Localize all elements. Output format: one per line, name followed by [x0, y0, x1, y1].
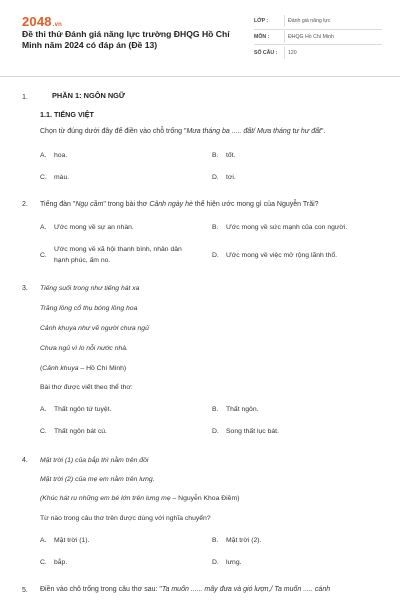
q2-text-b: " trong bài thơ: [103, 201, 150, 208]
header-divider: [0, 76, 400, 77]
option-text: tơi.: [226, 174, 236, 181]
q1-option-d[interactable]: [212, 172, 366, 183]
option-letter: B.: [212, 152, 219, 159]
q3-option-c[interactable]: [40, 426, 194, 437]
source-author: – Nguyễn Khoa Điềm): [170, 495, 240, 502]
option-letter: A.: [40, 224, 47, 231]
q3-option-d[interactable]: [212, 426, 366, 437]
poem-line: Trăng lồng cổ thụ bóng lồng hoa: [40, 305, 138, 312]
q2-text-a: Tiếng đàn ": [40, 201, 76, 208]
option-text: Ước mong về việc mở rộng lãnh thổ.: [226, 252, 338, 259]
q1-option-b[interactable]: [212, 150, 366, 161]
option-text: tốt.: [226, 152, 236, 159]
meta-divider: [284, 47, 285, 59]
option-letter: C.: [40, 559, 47, 566]
option-text: Thất ngôn bát cú.: [54, 428, 107, 435]
option-text: Mặt trời (1).: [54, 537, 90, 544]
option-letter: A.: [40, 152, 47, 159]
section-title: 1.1. TIẾNG VIỆT: [40, 110, 94, 119]
question-3-number: 3.: [22, 285, 28, 292]
q2-option-b[interactable]: [212, 222, 396, 233]
q2-text-italic-1: Ngụ cầm: [75, 201, 104, 208]
option-letter: B.: [212, 406, 219, 413]
logo-suffix: .vn: [52, 22, 63, 28]
question-2-number: 2.: [22, 201, 28, 208]
option-text: bắp.: [54, 559, 68, 566]
option-letter: A.: [40, 537, 47, 544]
q2-option-a[interactable]: [40, 222, 194, 233]
question-4-text: Từ nào trong câu thơ trên được dùng với nghĩa chuyển?: [40, 515, 211, 522]
option-letter: C.: [40, 174, 47, 181]
option-text: lưng.: [226, 559, 242, 566]
part-title: PHẦN 1: NGÔN NGỮ: [52, 91, 126, 100]
source-title: (Khúc hát ru những em bé lớn trên lưng mẹ: [40, 495, 171, 502]
question-2-text: [40, 200, 385, 210]
q5-text-italic: Ta muốn ...... mây đưa và gió lượn,/ Ta muốn ..... cánh: [161, 586, 331, 593]
q3-option-a[interactable]: [40, 404, 194, 415]
q2-option-c[interactable]: [40, 244, 189, 266]
option-letter: B.: [212, 224, 219, 231]
option-text: Thất ngôn tứ tuyệt.: [54, 406, 112, 413]
source-author: – Hồ Chí Minh): [78, 365, 127, 372]
question-3-text: Bài thơ được viết theo thể thơ:: [40, 384, 133, 391]
logo-main: 2048: [22, 14, 52, 29]
poem-line: Cảnh khuya như vẽ người chưa ngủ: [40, 325, 149, 332]
option-letter: D.: [212, 252, 219, 259]
q1-text-a: Chọn từ đúng dưới đây để điền vào chỗ trống ": [40, 128, 187, 135]
question-4-number: 4.: [22, 457, 28, 464]
meta-label: MÔN :: [254, 33, 270, 40]
document-header: [0, 0, 400, 80]
option-letter: D.: [212, 174, 219, 181]
q1-option-a[interactable]: [40, 150, 194, 161]
option-letter: D.: [212, 559, 219, 566]
option-text: Ước mong về sức mạnh của con người.: [226, 224, 348, 231]
meta-label: SỐ CÂU :: [254, 49, 278, 56]
meta-box: [254, 14, 382, 61]
q1-text-italic: Mưa tháng ba ..... đất/ Mưa tháng tư hư đất: [186, 128, 321, 135]
option-text: Thất ngôn.: [226, 406, 259, 413]
q4-option-d[interactable]: [212, 557, 366, 568]
option-letter: A.: [40, 406, 47, 413]
q2-text-c: thể hiện ước mong gì của Nguyễn Trãi?: [192, 201, 319, 208]
option-text: hoa.: [54, 152, 68, 159]
q1-text-b: ".: [320, 128, 326, 135]
meta-row-count: [254, 45, 382, 61]
poem-source: [40, 365, 126, 372]
poem-line: Mặt trời (2) của mẹ em nằm trên lưng.: [40, 476, 155, 483]
q4-option-b[interactable]: [212, 535, 366, 546]
meta-value: ĐHQG Hồ Chí Minh: [288, 33, 334, 40]
option-letter: D.: [212, 428, 219, 435]
poem-line: Tiếng suối trong như tiếng hát xa: [40, 285, 140, 292]
meta-value: 120: [288, 49, 297, 56]
source-open: (: [40, 365, 43, 372]
meta-value: Đánh giá năng lực: [288, 18, 331, 25]
option-letter: C.: [40, 428, 47, 435]
q3-option-b[interactable]: [212, 404, 366, 415]
poem-source: [40, 495, 239, 502]
q4-option-c[interactable]: [40, 557, 194, 568]
option-letter: B.: [212, 537, 219, 544]
site-logo[interactable]: [22, 14, 62, 29]
q2-option-d[interactable]: [212, 250, 396, 261]
meta-divider: [284, 31, 285, 43]
meta-row-class: [254, 14, 382, 30]
option-text: màu.: [54, 174, 70, 181]
q5-text-a: Điền vào chỗ trống trong câu thơ sau: ": [40, 586, 162, 593]
question-1-text: [40, 127, 380, 137]
question-5-number: 5.: [22, 587, 28, 594]
meta-row-subject: [254, 30, 382, 46]
meta-divider: [284, 15, 285, 27]
document-title: Đề thi thử Đánh giá năng lực trường ĐHQG Hồ Chí Minh năm 2024 có đáp án (Đề 13): [22, 29, 230, 50]
q2-text-italic-2: Cảnh ngày hè: [149, 201, 193, 208]
option-text: Song thất lục bát.: [226, 428, 279, 435]
question-5-text: [40, 585, 390, 595]
source-title: Cảnh khuya: [42, 365, 79, 372]
option-text: Mặt trời (2).: [226, 537, 262, 544]
poem-line: Mặt trời (1) của bắp thì nằm trên đồi: [40, 457, 149, 464]
option-letter: C.: [40, 251, 47, 259]
q1-option-c[interactable]: [40, 172, 194, 183]
part-number: 1.: [22, 92, 28, 101]
meta-label: LỚP :: [254, 18, 269, 25]
option-text: Ước mong về sự an nhàn.: [54, 224, 134, 231]
q4-option-a[interactable]: [40, 535, 194, 546]
poem-line: Chưa ngủ vì lo nỗi nước nhà.: [40, 345, 128, 352]
option-text: Ước mong về xã hội thanh bình, nhân dân hạnh phúc, ấm no.: [54, 246, 182, 264]
